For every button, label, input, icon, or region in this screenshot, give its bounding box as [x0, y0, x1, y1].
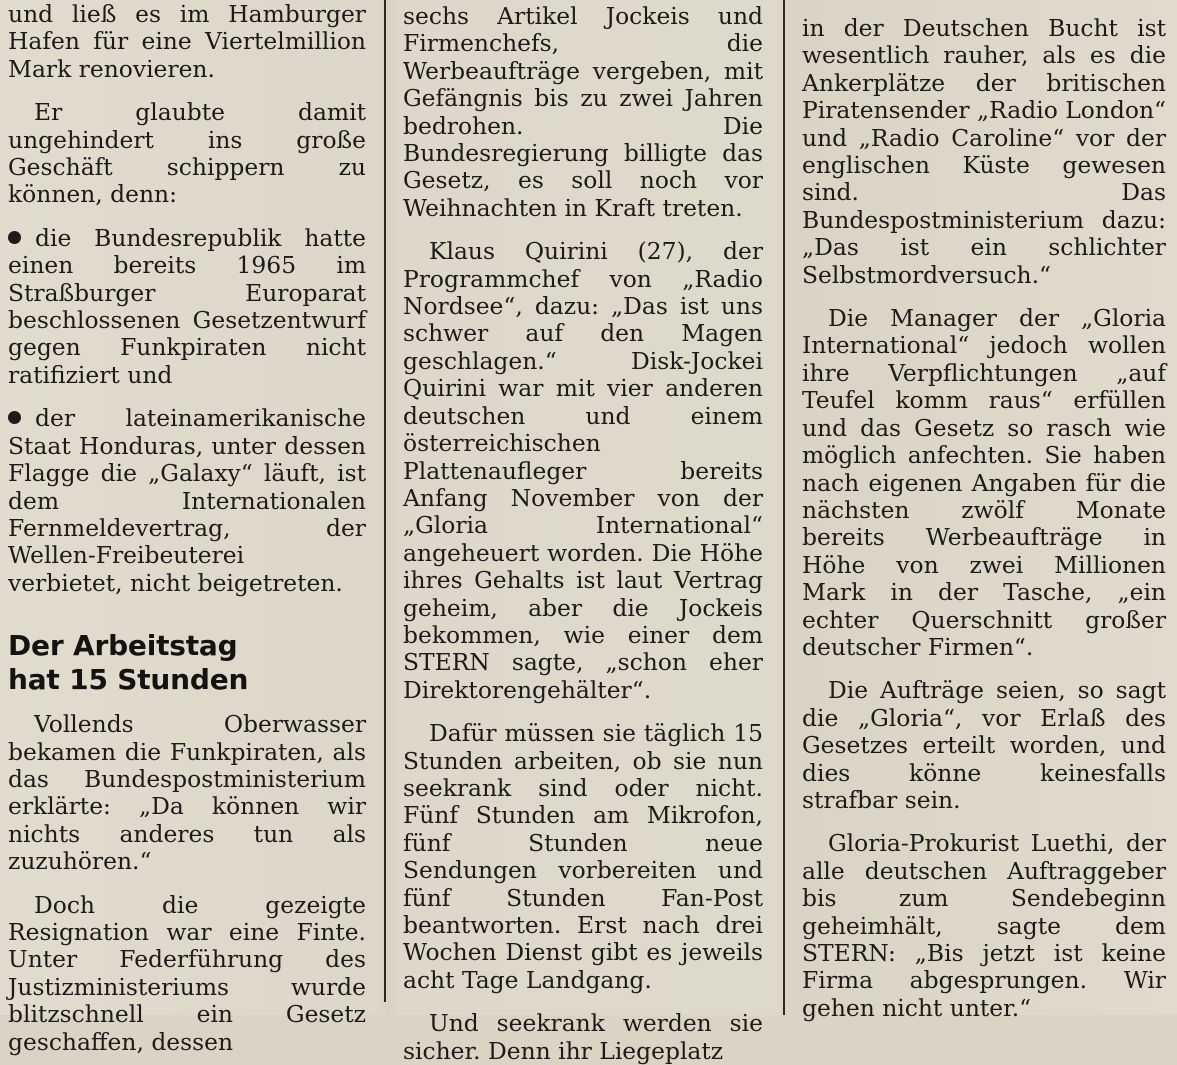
bullet-text: die Bundesrepublik hatte einen bereits 1965 im Straßburger Europarat beschlossenen Gesetzentwurf gegen Funkpiraten nicht ratifiziert und: [8, 223, 366, 389]
paragraph: sechs Artikel Jockeis und Firmenchefs, die Werbeaufträge vergeben, mit Gefängnis bis zu zwei Jahren bedrohen. Die Bundesregierung billigte das Gesetz, es soll noch vor Weihnachten in Kraft treten.: [403, 2, 763, 222]
paragraph: Und seekrank werden sie sicher. Denn ihr Liegeplatz: [403, 1009, 763, 1065]
paragraph: Die Manager der „Gloria International“ jedoch wollen ihre Verpflichtungen „auf Teufel komm raus“ erfüllen und das Gesetz so rasch wie möglich anfechten. Sie haben nach eigenen Angaben für die nächsten zwölf Monate bereits Werbeaufträge in Höhe von zwei Millionen Mark in der Tasche, „ein echter Querschnitt großer deutscher Firmen“.: [802, 304, 1166, 661]
section-headline: [8, 629, 366, 697]
bullet-item: [8, 405, 366, 597]
paragraph: und ließ es im Hamburger Hafen für eine Viertelmillion Mark renovieren.: [8, 0, 366, 83]
paragraph: Vollends Oberwasser bekamen die Funkpiraten, als das Bundespostministerium erklärte: „Da können wir nichts anderes tun als zuzuhören.“: [8, 710, 366, 876]
paragraph: in der Deutschen Bucht ist wesentlich rauher, als es die Ankerplätze der britischen Piratensender „Radio London“ und „Radio Caroline“ vor der englischen Küste gewesen sind. Das Bundespostministerium dazu: „Das ist ein schlichter Selbstmordversuch.“: [802, 14, 1166, 289]
paragraph: Dafür müssen sie täglich 15 Stunden arbeiten, ob sie nun seekrank sind oder nicht. Fünf Stunden am Mikrofon, fünf Stunden neue Sendungen vorbereiten und fünf Stunden Fan-Post beantworten. Erst nach drei Wochen Dienst gibt es jeweils acht Tage Landgang.: [403, 719, 763, 994]
bullet-icon: [8, 231, 21, 244]
paragraph: Die Aufträge seien, so sagt die „Gloria“, vor Erlaß des Gesetzes erteilt worden, und dies könne keinesfalls strafbar sein.: [802, 676, 1166, 814]
column-divider: [384, 0, 386, 1002]
paragraph: Doch die gezeigte Resignation war eine Finte. Unter Federführung des Justizministeriums wurde blitzschnell ein Gesetz geschaffen, dessen: [8, 890, 366, 1056]
column-divider: [783, 0, 785, 1015]
article-column-2: [403, 0, 763, 1065]
paragraph: Klaus Quirini (27), der Programmchef von „Radio Nordsee“, dazu: „Das ist uns schwer auf den Magen geschlagen.“ Disk-Jockei Quirini war mit vier anderen deutschen und einem österreichischen Plattenaufleger bereits Anfang November von der „Gloria International“ angeheuert worden. Die Höhe ihres Gehalts ist laut Vertrag geheim, aber die Jockeis bekommen, wie einer dem STERN sagte, „schon eher Direktorengehälter“.: [403, 237, 763, 704]
paragraph: Er glaubte damit ungehindert ins große Geschäft schippern zu können, denn:: [8, 98, 366, 209]
paragraph: Gloria-Prokurist Luethi, der alle deutschen Auftraggeber bis zum Sendebeginn geheimhält, sagte dem STERN: „Bis jetzt ist keine Firma abgesprungen. Wir gehen nicht unter.“: [802, 829, 1166, 1022]
bullet-text: der lateinamerikanische Staat Honduras, unter dessen Flagge die „Galaxy“ läuft, ist dem Internationalen Fernmeldevertrag, der Wellen-Freibeuterei verbietet, nicht beigetreten.: [8, 404, 366, 597]
headline-line: Der Arbeitstag: [8, 629, 238, 663]
article-column-3: [802, 0, 1166, 1022]
bullet-icon: [8, 411, 21, 424]
headline-line: hat 15 Stunden: [8, 663, 249, 697]
bullet-item: [8, 225, 366, 389]
article-column-1: [8, 0, 366, 1056]
